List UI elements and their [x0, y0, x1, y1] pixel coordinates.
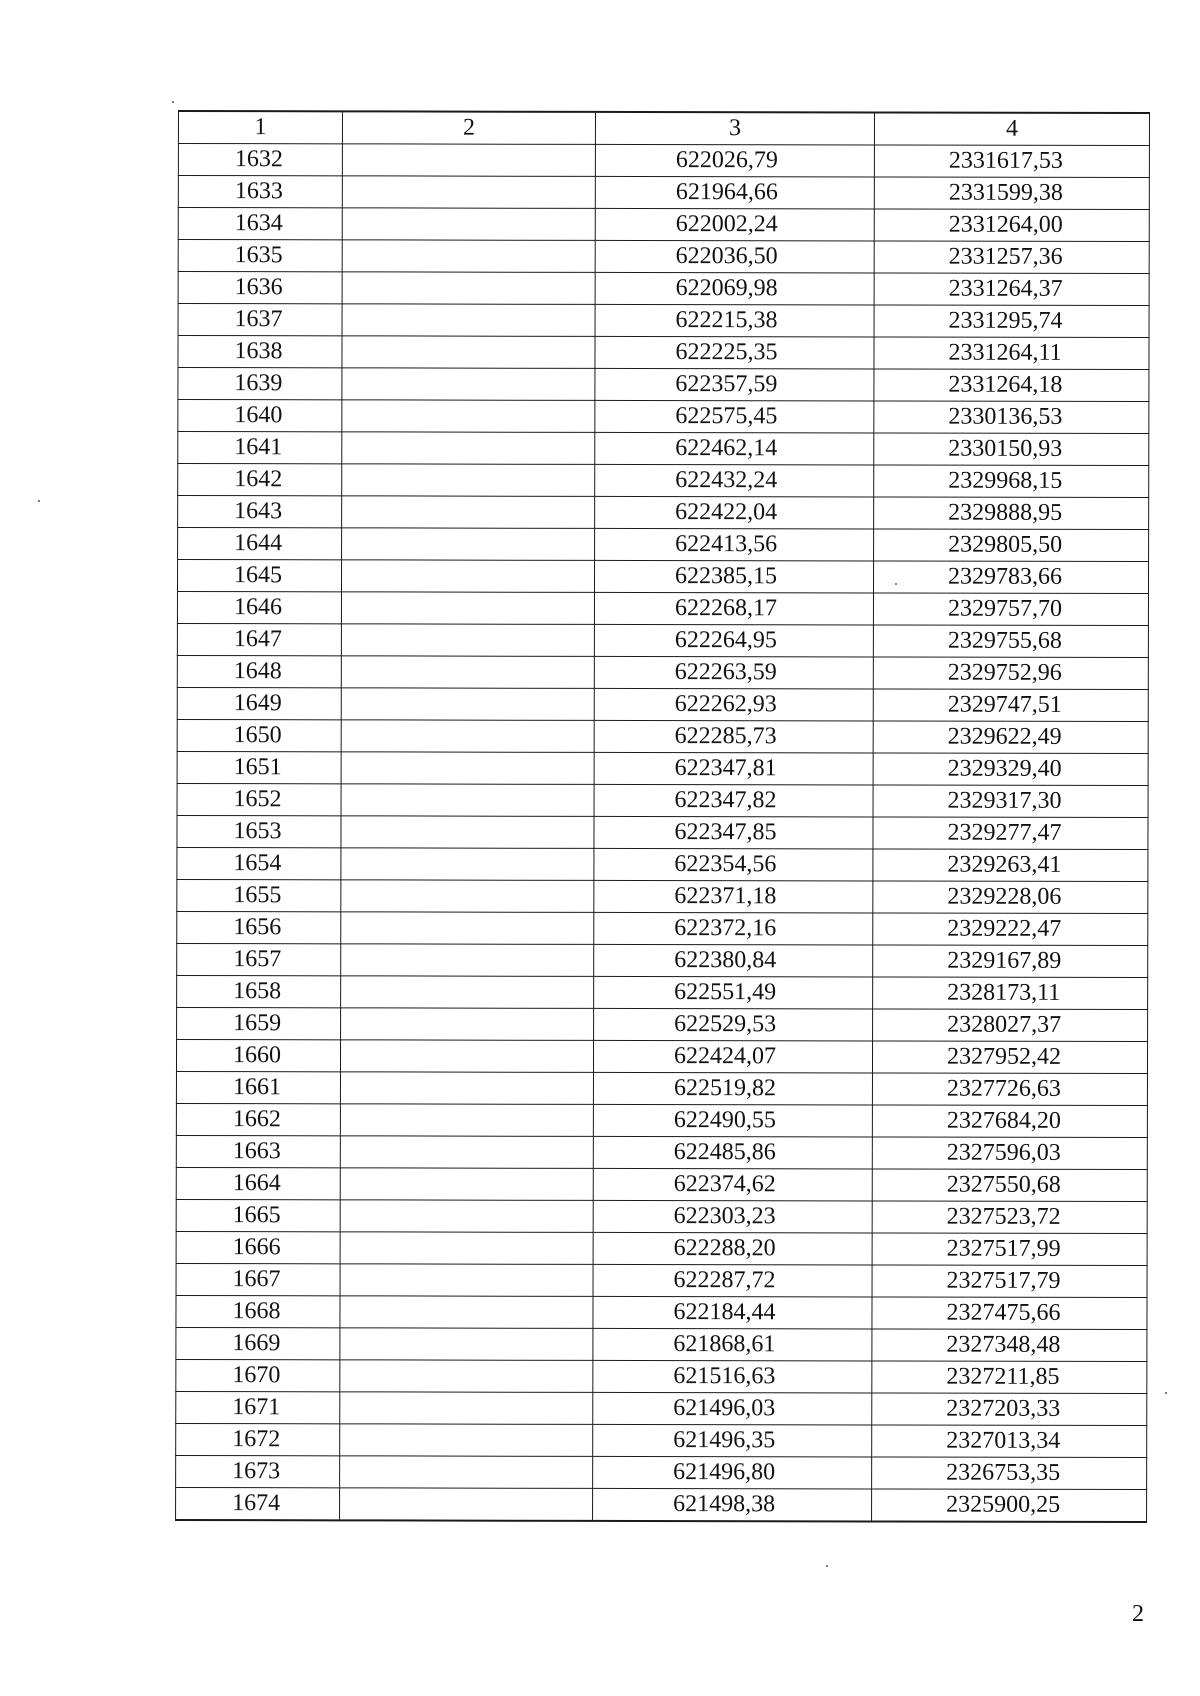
- point-number-cell: 1668: [176, 1295, 340, 1327]
- coordinate-y-cell: 2329747,51: [873, 689, 1148, 722]
- coordinate-x-cell: 622432,24: [595, 464, 874, 497]
- coordinate-x-cell: 621496,03: [593, 1392, 872, 1425]
- description-cell: [340, 1296, 593, 1329]
- scan-speck: [826, 1565, 828, 1567]
- table-row: [176, 1359, 1147, 1393]
- description-cell: [341, 784, 594, 817]
- description-cell: [340, 1392, 593, 1425]
- table-row: [178, 432, 1149, 466]
- description-cell: [342, 496, 595, 529]
- coordinate-y-cell: 2329757,70: [873, 593, 1148, 626]
- table-row: [176, 1135, 1147, 1169]
- point-number-cell: 1645: [177, 560, 341, 592]
- coordinate-x-cell: 621516,63: [593, 1360, 872, 1393]
- coordinate-x-cell: 622215,38: [595, 304, 874, 337]
- point-number-cell: 1650: [177, 719, 341, 751]
- table-row: [177, 751, 1148, 785]
- table-row: [176, 1455, 1147, 1489]
- description-cell: [342, 272, 595, 305]
- description-cell: [341, 720, 594, 753]
- description-cell: [340, 1456, 593, 1489]
- description-cell: [342, 432, 595, 465]
- point-number-cell: 1672: [176, 1423, 340, 1455]
- coordinate-y-cell: 2331617,53: [874, 145, 1149, 178]
- table-row: [177, 783, 1148, 817]
- table-row: [176, 1039, 1147, 1073]
- scan-speck: [895, 583, 897, 585]
- point-number-cell: 1658: [177, 975, 341, 1007]
- coordinate-x-cell: 622347,81: [594, 752, 873, 785]
- description-cell: [340, 1104, 593, 1137]
- coordinate-x-cell: 622490,55: [593, 1104, 872, 1137]
- table-row: [177, 815, 1148, 849]
- coordinate-x-cell: 622485,86: [593, 1136, 872, 1169]
- point-number-cell: 1652: [177, 783, 341, 815]
- point-number-cell: 1667: [176, 1263, 340, 1295]
- coordinate-y-cell: 2329755,68: [873, 625, 1148, 658]
- coordinate-y-cell: 2327684,20: [872, 1105, 1147, 1138]
- description-cell: [340, 1040, 593, 1073]
- coordinate-y-cell: 2327013,34: [872, 1425, 1147, 1458]
- table-row: [177, 655, 1148, 689]
- coordinate-x-cell: 622380,84: [594, 944, 873, 977]
- description-cell: [341, 624, 594, 657]
- column-header-2: 2: [342, 111, 595, 144]
- point-number-cell: 1670: [176, 1359, 340, 1391]
- column-header-3: 3: [595, 112, 874, 145]
- coordinate-x-cell: 622551,49: [594, 976, 873, 1009]
- point-number-cell: 1653: [177, 815, 341, 847]
- coordinate-y-cell: 2329968,15: [874, 465, 1149, 498]
- table-row: [177, 719, 1148, 753]
- coordinate-y-cell: 2331264,18: [874, 369, 1149, 402]
- point-number-cell: 1641: [178, 432, 342, 464]
- coordinate-y-cell: 2328027,37: [873, 1009, 1148, 1042]
- coordinate-y-cell: 2330150,93: [874, 433, 1149, 466]
- point-number-cell: 1661: [176, 1071, 340, 1103]
- description-cell: [340, 1200, 593, 1233]
- description-cell: [342, 304, 595, 337]
- coordinate-x-cell: 622264,95: [594, 624, 873, 657]
- coordinate-x-cell: 622371,18: [594, 880, 873, 913]
- table-row: [177, 975, 1148, 1009]
- point-number-cell: 1649: [177, 687, 341, 719]
- coordinate-y-cell: 2331264,11: [874, 337, 1149, 370]
- coordinate-x-cell: 622519,82: [593, 1072, 872, 1105]
- coordinate-y-cell: 2327596,03: [872, 1137, 1147, 1170]
- coordinate-x-cell: 622036,50: [595, 240, 874, 273]
- table-row: [176, 1295, 1147, 1329]
- coordinate-x-cell: 622026,79: [595, 144, 874, 177]
- coordinate-x-cell: 622347,82: [594, 784, 873, 817]
- description-cell: [341, 912, 594, 945]
- point-number-cell: 1637: [178, 304, 342, 336]
- point-number-cell: 1663: [176, 1135, 340, 1167]
- coordinate-y-cell: 2326753,35: [872, 1457, 1147, 1490]
- description-cell: [342, 240, 595, 273]
- description-cell: [341, 752, 594, 785]
- point-number-cell: 1662: [176, 1103, 340, 1135]
- coordinate-y-cell: 2327523,72: [872, 1201, 1147, 1234]
- point-number-cell: 1664: [176, 1167, 340, 1199]
- point-number-cell: 1643: [178, 496, 342, 528]
- table-row: [178, 304, 1149, 338]
- description-cell: [342, 528, 595, 561]
- description-cell: [341, 880, 594, 913]
- table-row: [178, 496, 1149, 530]
- coordinate-y-cell: 2329752,96: [873, 657, 1148, 690]
- coordinate-x-cell: 622225,35: [595, 336, 874, 369]
- table-row: [176, 1263, 1147, 1297]
- coordinate-y-cell: 2329317,30: [873, 785, 1148, 818]
- coordinate-x-cell: 622357,59: [595, 368, 874, 401]
- coordinate-y-cell: 2329622,49: [873, 721, 1148, 754]
- description-cell: [341, 848, 594, 881]
- point-number-cell: 1635: [178, 240, 342, 272]
- coordinate-x-cell: 622263,59: [594, 656, 873, 689]
- coordinate-y-cell: 2327726,63: [872, 1073, 1147, 1106]
- scan-speck: [1165, 1392, 1167, 1394]
- table-row: [176, 1327, 1147, 1361]
- coordinate-x-cell: 622303,23: [593, 1200, 872, 1233]
- coordinate-x-cell: 622462,14: [595, 432, 874, 465]
- table-row: [177, 560, 1148, 594]
- description-cell: [341, 560, 594, 593]
- point-number-cell: 1665: [176, 1199, 340, 1231]
- coordinate-y-cell: 2331295,74: [874, 305, 1149, 338]
- table-row: [178, 272, 1149, 306]
- point-number-cell: 1636: [178, 272, 342, 304]
- table-row: [178, 336, 1149, 370]
- point-number-cell: 1660: [176, 1039, 340, 1071]
- table-row: [176, 1391, 1147, 1425]
- coordinate-x-cell: 621868,61: [593, 1328, 872, 1361]
- point-number-cell: 1669: [176, 1327, 340, 1359]
- coordinate-y-cell: 2331264,00: [874, 209, 1149, 242]
- coordinate-y-cell: 2331264,37: [874, 273, 1149, 306]
- description-cell: [340, 1232, 593, 1265]
- description-cell: [341, 976, 594, 1009]
- point-number-cell: 1666: [176, 1231, 340, 1263]
- point-number-cell: 1647: [177, 623, 341, 655]
- coordinate-y-cell: 2329277,47: [873, 817, 1148, 850]
- coordinate-y-cell: 2331599,38: [874, 177, 1149, 210]
- description-cell: [340, 1328, 593, 1361]
- coordinate-x-cell: 622262,93: [594, 688, 873, 721]
- point-number-cell: 1642: [178, 464, 342, 496]
- coordinate-y-cell: 2329888,95: [874, 497, 1149, 530]
- coordinate-y-cell: 2329167,89: [873, 945, 1148, 978]
- coordinate-x-cell: 622529,53: [594, 1008, 873, 1041]
- scan-speck: [38, 500, 40, 502]
- coordinate-x-cell: 622374,62: [593, 1168, 872, 1201]
- table-row: [177, 592, 1148, 626]
- description-cell: [340, 1072, 593, 1105]
- point-number-cell: 1659: [177, 1007, 341, 1039]
- table-row: [176, 1199, 1147, 1233]
- coordinate-x-cell: 622069,98: [595, 272, 874, 305]
- point-number-cell: 1633: [178, 176, 342, 208]
- table-row: [178, 144, 1149, 178]
- table-row: [178, 464, 1149, 498]
- description-cell: [342, 208, 595, 241]
- description-cell: [342, 336, 595, 369]
- coordinate-x-cell: 622372,16: [594, 912, 873, 945]
- coordinate-y-cell: 2329805,50: [874, 529, 1149, 562]
- coordinate-x-cell: 622288,20: [593, 1232, 872, 1265]
- coordinate-y-cell: 2331257,36: [874, 241, 1149, 274]
- point-number-cell: 1640: [178, 400, 342, 432]
- point-number-cell: 1674: [176, 1487, 340, 1520]
- description-cell: [340, 1360, 593, 1393]
- coordinate-y-cell: 2328173,11: [873, 977, 1148, 1010]
- coordinates-table: [175, 110, 1150, 1523]
- table-row: [176, 1231, 1147, 1265]
- coordinate-x-cell: 622354,56: [594, 848, 873, 881]
- coordinate-x-cell: 621498,38: [593, 1488, 872, 1521]
- table-row: [176, 1103, 1147, 1137]
- table-row: [176, 1487, 1147, 1522]
- coordinate-x-cell: 622385,15: [594, 560, 873, 593]
- table-row: [177, 1007, 1148, 1041]
- table-row: [178, 400, 1149, 434]
- table-row: [176, 1167, 1147, 1201]
- table-row: [177, 879, 1148, 913]
- coordinate-x-cell: 622575,45: [595, 400, 874, 433]
- column-header-1: 1: [178, 111, 342, 144]
- scan-speck: [172, 101, 174, 103]
- description-cell: [340, 1136, 593, 1169]
- table-header-row: [178, 111, 1149, 146]
- coordinate-y-cell: 2327517,99: [872, 1233, 1147, 1266]
- table-body: [176, 144, 1150, 1523]
- coordinate-y-cell: 2327550,68: [872, 1169, 1147, 1202]
- point-number-cell: 1644: [178, 528, 342, 560]
- coordinate-y-cell: 2327203,33: [872, 1393, 1147, 1426]
- description-cell: [341, 1008, 594, 1041]
- table-row: [177, 943, 1148, 977]
- table-row: [176, 1071, 1147, 1105]
- coordinate-x-cell: 622184,44: [593, 1296, 872, 1329]
- point-number-cell: 1655: [177, 879, 341, 911]
- description-cell: [342, 368, 595, 401]
- coordinate-y-cell: 2329263,41: [873, 849, 1148, 882]
- table-row: [178, 208, 1149, 242]
- description-cell: [340, 1264, 593, 1297]
- description-cell: [342, 400, 595, 433]
- table-row: [177, 911, 1148, 945]
- point-number-cell: 1638: [178, 336, 342, 368]
- page-number: 2: [1132, 1601, 1144, 1627]
- description-cell: [342, 144, 595, 177]
- description-cell: [342, 464, 595, 497]
- coordinate-x-cell: 622413,56: [595, 528, 874, 561]
- table-row: [178, 240, 1149, 274]
- column-header-4: 4: [874, 112, 1149, 145]
- description-cell: [341, 688, 594, 721]
- table-row: [178, 176, 1149, 210]
- table-row: [178, 528, 1149, 562]
- coordinate-y-cell: 2329329,40: [873, 753, 1148, 786]
- table-row: [177, 847, 1148, 881]
- description-cell: [341, 592, 594, 625]
- description-cell: [341, 816, 594, 849]
- coordinate-y-cell: 2327517,79: [872, 1265, 1147, 1298]
- description-cell: [340, 1424, 593, 1457]
- table-row: [176, 1423, 1147, 1457]
- coordinate-x-cell: 622285,73: [594, 720, 873, 753]
- point-number-cell: 1632: [178, 144, 342, 176]
- point-number-cell: 1634: [178, 208, 342, 240]
- coordinate-y-cell: 2325900,25: [872, 1489, 1147, 1522]
- coordinate-y-cell: 2327952,42: [872, 1041, 1147, 1074]
- point-number-cell: 1648: [177, 655, 341, 687]
- point-number-cell: 1673: [176, 1455, 340, 1487]
- description-cell: [341, 944, 594, 977]
- coordinate-y-cell: 2327475,66: [872, 1297, 1147, 1330]
- table-row: [177, 623, 1148, 657]
- coordinate-x-cell: 622422,04: [595, 496, 874, 529]
- point-number-cell: 1656: [177, 911, 341, 943]
- coordinate-x-cell: 621496,35: [593, 1424, 872, 1457]
- coordinate-y-cell: 2329222,47: [873, 913, 1148, 946]
- coordinate-x-cell: 622268,17: [594, 592, 873, 625]
- point-number-cell: 1651: [177, 751, 341, 783]
- description-cell: [340, 1488, 593, 1521]
- coordinate-x-cell: 621964,66: [595, 176, 874, 209]
- coordinate-y-cell: 2327211,85: [872, 1361, 1147, 1394]
- coordinate-x-cell: 622347,85: [594, 816, 873, 849]
- coordinate-x-cell: 622287,72: [593, 1264, 872, 1297]
- coordinate-y-cell: 2329228,06: [873, 881, 1148, 914]
- description-cell: [342, 176, 595, 209]
- table-row: [178, 368, 1149, 402]
- point-number-cell: 1657: [177, 943, 341, 975]
- coordinate-y-cell: 2327348,48: [872, 1329, 1147, 1362]
- coordinate-x-cell: 621496,80: [593, 1456, 872, 1489]
- description-cell: [341, 656, 594, 689]
- coordinate-x-cell: 622002,24: [595, 208, 874, 241]
- coordinate-y-cell: 2330136,53: [874, 401, 1149, 434]
- point-number-cell: 1639: [178, 368, 342, 400]
- description-cell: [340, 1168, 593, 1201]
- point-number-cell: 1646: [177, 592, 341, 624]
- point-number-cell: 1654: [177, 847, 341, 879]
- table-row: [177, 687, 1148, 721]
- coordinate-y-cell: 2329783,66: [873, 561, 1148, 594]
- coordinate-x-cell: 622424,07: [593, 1040, 872, 1073]
- point-number-cell: 1671: [176, 1391, 340, 1423]
